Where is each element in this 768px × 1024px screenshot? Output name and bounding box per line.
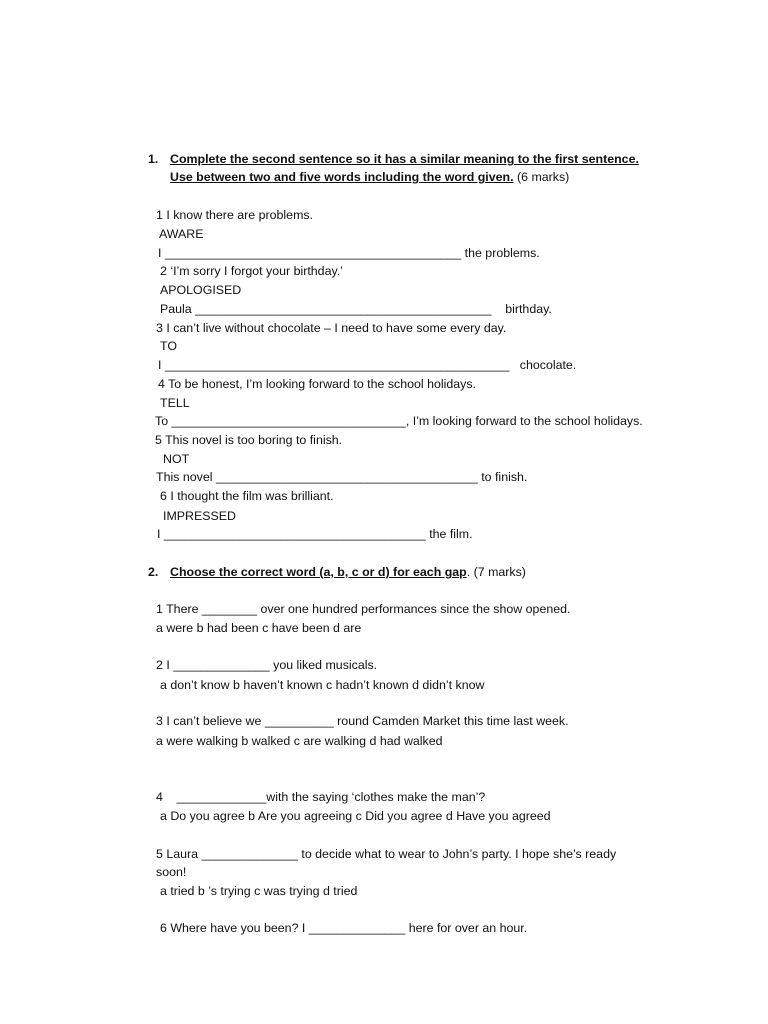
s1-item6-answer: I ______________________________________ the film. xyxy=(157,527,473,541)
s2-item5-options: a tried b ’s trying c was trying d tried xyxy=(160,884,358,898)
s2-item2-options: a don’t know b haven’t known c hadn’t known d didn’t know xyxy=(160,678,485,692)
s1-item6-prompt: 6 I thought the film was brilliant. xyxy=(160,489,334,503)
s1-item5-prompt: 5 This novel is too boring to finish. xyxy=(155,433,343,447)
section1-instruction-line2-wrap xyxy=(170,169,569,185)
s2-item5-question: 5 Laura ______________ to decide what to wear to John’s party. I hope she’s ready xyxy=(156,847,617,861)
section1-number: 1. xyxy=(148,152,159,166)
s2-item4-options: a Do you agree b Are you agreeing c Did you agree d Have you agreed xyxy=(160,809,551,823)
s1-item4-keyword: TELL xyxy=(160,396,190,410)
s1-item4-answer: To __________________________________, I’m looking forward to the school holidays. xyxy=(155,414,643,428)
s1-item6-keyword: IMPRESSED xyxy=(163,509,236,523)
section1-instruction-line2: Use between two and five words including the word given. xyxy=(170,170,514,184)
s1-item2-prompt: 2 ‘I’m sorry I forgot your birthday.’ xyxy=(160,264,343,278)
s1-item1-answer: I ___________________________________________ the problems. xyxy=(158,246,540,260)
s1-item3-prompt: 3 I can’t live without chocolate – I need to have some every day. xyxy=(156,321,507,335)
section2-instruction-wrap xyxy=(170,564,526,580)
s2-item2-question: 2 I ______________ you liked musicals. xyxy=(156,658,378,672)
s2-item1-options: a were b had been c have been d are xyxy=(156,621,362,635)
s2-item4-question: 4 _____________with the saying ‘clothes make the man’? xyxy=(156,790,486,804)
s1-item5-keyword: NOT xyxy=(163,452,190,466)
section2-marks: . (7 marks) xyxy=(466,565,526,579)
s1-item1-prompt: 1 I know there are problems. xyxy=(156,208,314,222)
s1-item2-answer: Paula ___________________________________________ birthday. xyxy=(160,302,552,316)
s1-item3-answer: I __________________________________________________ chocolate. xyxy=(158,358,577,372)
s1-item1-keyword: AWARE xyxy=(159,227,204,241)
s2-item1-question: 1 There ________ over one hundred performances since the show opened. xyxy=(156,602,571,616)
s2-item3-question: 3 I can’t believe we __________ round Camden Market this time last week. xyxy=(156,714,569,728)
s1-item3-keyword: TO xyxy=(160,339,177,353)
s2-item3-options: a were walking b walked c are walking d had walked xyxy=(156,734,443,748)
section1-instruction-line1: Complete the second sentence so it has a similar meaning to the first sentence. xyxy=(170,152,639,166)
s1-item4-prompt: 4 To be honest, I’m looking forward to the school holidays. xyxy=(158,377,476,391)
s2-item6-question: 6 Where have you been? I ______________ here for over an hour. xyxy=(160,921,528,935)
section1-marks: (6 marks) xyxy=(513,170,570,184)
section2-instruction: Choose the correct word (a, b, c or d) for each gap xyxy=(170,565,467,579)
section2-number: 2. xyxy=(148,565,159,579)
s1-item2-keyword: APOLOGISED xyxy=(160,283,242,297)
s1-item5-answer: This novel ______________________________________ to finish. xyxy=(156,470,528,484)
s2-item5-question-cont: soon! xyxy=(156,865,187,879)
